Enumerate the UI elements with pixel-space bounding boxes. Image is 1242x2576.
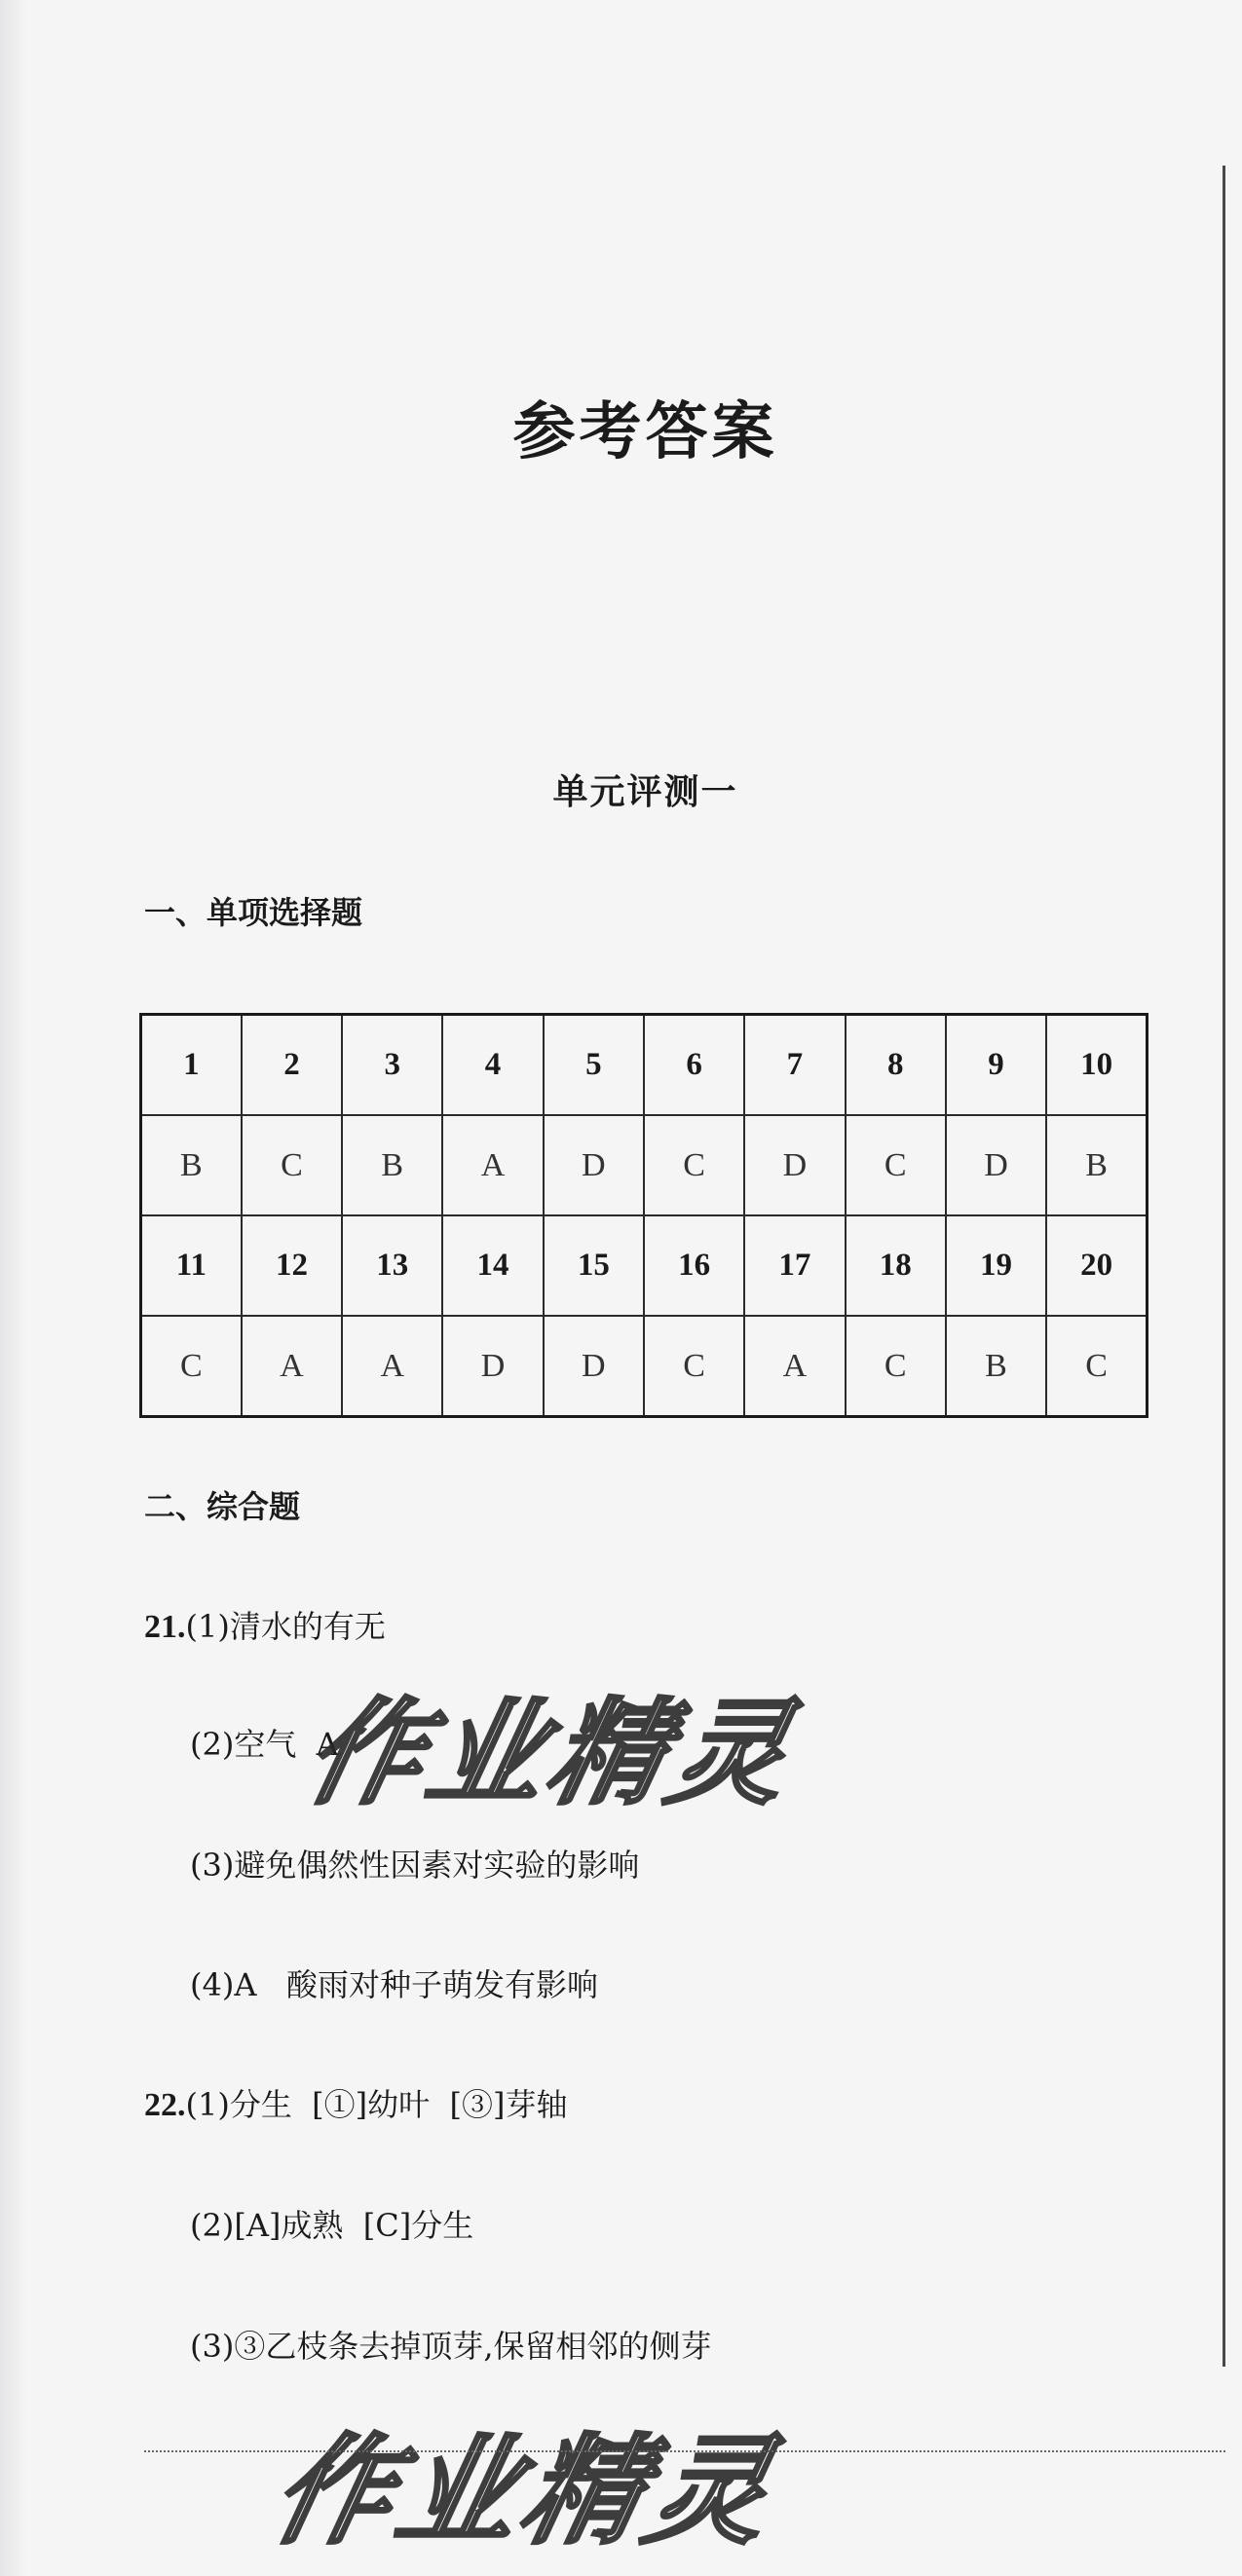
answer-cell: A: [242, 1316, 342, 1417]
right-margin-rule: [1223, 166, 1225, 2367]
question-number-cell: 12: [242, 1215, 342, 1316]
question-number-cell: 3: [342, 1015, 442, 1116]
q21-number: 21.: [144, 1609, 186, 1645]
question-number-row: [141, 1215, 1148, 1316]
answer-cell: B: [1046, 1115, 1147, 1215]
answer-cell: D: [544, 1115, 644, 1215]
answer-cell: B: [342, 1115, 442, 1215]
answer-table: [139, 1013, 1148, 1418]
question-number-cell: 5: [544, 1015, 644, 1116]
bottom-dotted-line: [144, 2450, 1225, 2452]
answer-cell: D: [442, 1316, 543, 1417]
answer-row: [141, 1316, 1148, 1417]
answer-cell: A: [342, 1316, 442, 1417]
q21-answer-3: (3)避免偶然性因素对实验的影响: [190, 1847, 640, 1884]
answer-cell: D: [744, 1115, 845, 1215]
answer-table-body: [141, 1015, 1148, 1417]
watermark-logo-bottom: 作业精灵: [260, 2422, 789, 2560]
answer-row: [141, 1115, 1148, 1215]
unit-title: 单元评测一: [552, 772, 738, 812]
q22-number: 22.: [144, 2087, 186, 2123]
q21-answer-1: (1)清水的有无: [185, 1608, 386, 1645]
q22-line-1: [144, 2080, 567, 2125]
page-title: 参考答案: [512, 395, 778, 468]
q22-answer-3: (3)③乙枝条去掉顶芽,保留相邻的侧芽: [190, 2328, 712, 2365]
question-number-cell: 8: [846, 1015, 946, 1116]
question-number-cell: 4: [442, 1015, 543, 1116]
answer-cell: B: [141, 1115, 242, 1215]
question-number-cell: 19: [946, 1215, 1046, 1316]
question-number-cell: 16: [644, 1215, 744, 1316]
part-one-heading: 一、单项选择题: [144, 894, 363, 931]
question-number-cell: 9: [946, 1015, 1046, 1116]
question-number-cell: 2: [242, 1015, 342, 1116]
answer-cell: D: [544, 1316, 644, 1417]
answer-cell: C: [1046, 1316, 1147, 1417]
question-number-cell: 14: [442, 1215, 543, 1316]
q21-answer-4: (4)A 酸雨对种子萌发有影响: [190, 1966, 598, 2003]
answer-cell: A: [442, 1115, 543, 1215]
answer-cell: A: [744, 1316, 845, 1417]
answer-cell: C: [242, 1115, 342, 1215]
answer-cell: B: [946, 1316, 1046, 1417]
answer-cell: C: [141, 1316, 242, 1417]
part-two-heading: 二、综合题: [144, 1488, 301, 1525]
question-number-cell: 10: [1046, 1015, 1147, 1116]
q21-answer-2: (2)空气 A: [190, 1726, 339, 1763]
question-number-cell: 6: [644, 1015, 744, 1116]
q22-answer-2: (2)[A]成熟 [C]分生: [190, 2207, 474, 2244]
question-number-row: [141, 1015, 1148, 1116]
answer-cell: C: [846, 1316, 946, 1417]
answer-cell: C: [644, 1115, 744, 1215]
question-number-cell: 11: [141, 1215, 242, 1316]
question-number-cell: 15: [544, 1215, 644, 1316]
q22-answer-1: (1)分生 [①]幼叶 [③]芽轴: [185, 2086, 568, 2123]
question-number-cell: 1: [141, 1015, 242, 1116]
watermark-logo: 作业精灵: [295, 1686, 808, 1820]
question-number-cell: 7: [744, 1015, 845, 1116]
question-number-cell: 13: [342, 1215, 442, 1316]
answer-cell: C: [644, 1316, 744, 1417]
question-number-cell: 20: [1046, 1215, 1147, 1316]
question-number-cell: 18: [846, 1215, 946, 1316]
q21-line-1: [144, 1602, 386, 1647]
answer-cell: D: [946, 1115, 1046, 1215]
answer-cell: C: [846, 1115, 946, 1215]
question-number-cell: 17: [744, 1215, 845, 1316]
